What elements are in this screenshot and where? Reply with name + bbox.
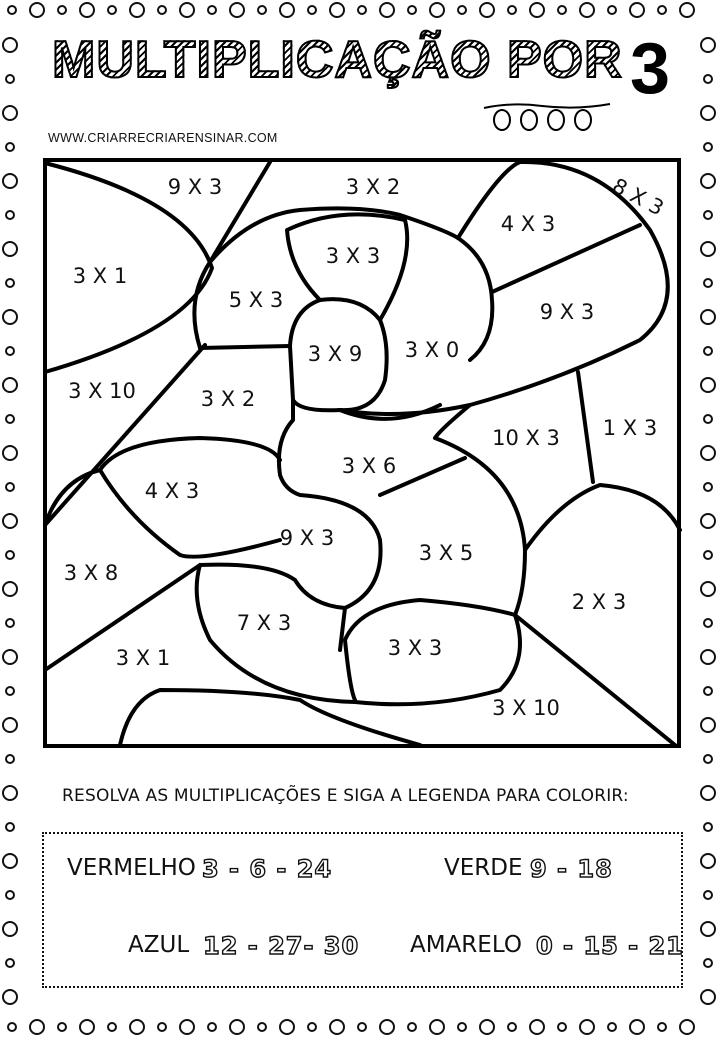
legend-blue-numbers: 12 - 27- 30 (203, 932, 360, 960)
legend-red-name: VERMELHO (67, 855, 196, 881)
region-label: 3 X 2 (345, 175, 401, 199)
region-label: 3 X 2 (200, 387, 256, 411)
region-label: 3 X 8 (63, 561, 119, 585)
region-label: 4 X 3 (500, 212, 556, 236)
region-label: 9 X 3 (539, 300, 595, 324)
region-label: 7 X 3 (236, 611, 292, 635)
region-label: 9 X 3 (279, 526, 335, 550)
region-label: 3 X 1 (115, 646, 171, 670)
page-title: MULTIPLICAÇÃO POR (52, 31, 623, 89)
region-label: 3 X 6 (341, 454, 397, 478)
region-label: 3 X 3 (325, 244, 381, 268)
legend-yellow-name: AMARELO (410, 932, 522, 958)
region-label: 9 X 3 (167, 175, 223, 199)
legend-yellow-numbers: 0 - 15 - 21 (536, 932, 684, 960)
region-label: 3 X 10 (492, 696, 560, 720)
region-label: 3 X 9 (307, 342, 363, 366)
region-label: 3 X 5 (418, 541, 474, 565)
region-label: 5 X 3 (228, 288, 284, 312)
region-label: 10 X 3 (492, 426, 560, 450)
region-label: 8 X 3 (608, 173, 668, 221)
instructions-text: RESOLVA AS MULTIPLICAÇÕES E SIGA A LEGENDA PARA COLORIR: (62, 786, 629, 806)
legend-green-name: VERDE (444, 855, 523, 881)
legend-red-numbers: 3 - 6 - 24 (202, 855, 333, 883)
region-label: 4 X 3 (144, 479, 200, 503)
legend-blue-name: AZUL (128, 932, 190, 958)
title-number: 3 (630, 29, 671, 109)
region-label: 1 X 3 (602, 416, 658, 440)
region-label: 3 X 10 (68, 379, 136, 403)
region-label: 2 X 3 (571, 590, 627, 614)
region-label: 3 X 0 (404, 338, 460, 362)
region-label: 3 X 1 (72, 264, 128, 288)
website-url: WWW.CRIARRECRIARENSINAR.COM (48, 131, 278, 145)
region-label: 3 X 3 (387, 636, 443, 660)
legend-green-numbers: 9 - 18 (530, 855, 613, 883)
